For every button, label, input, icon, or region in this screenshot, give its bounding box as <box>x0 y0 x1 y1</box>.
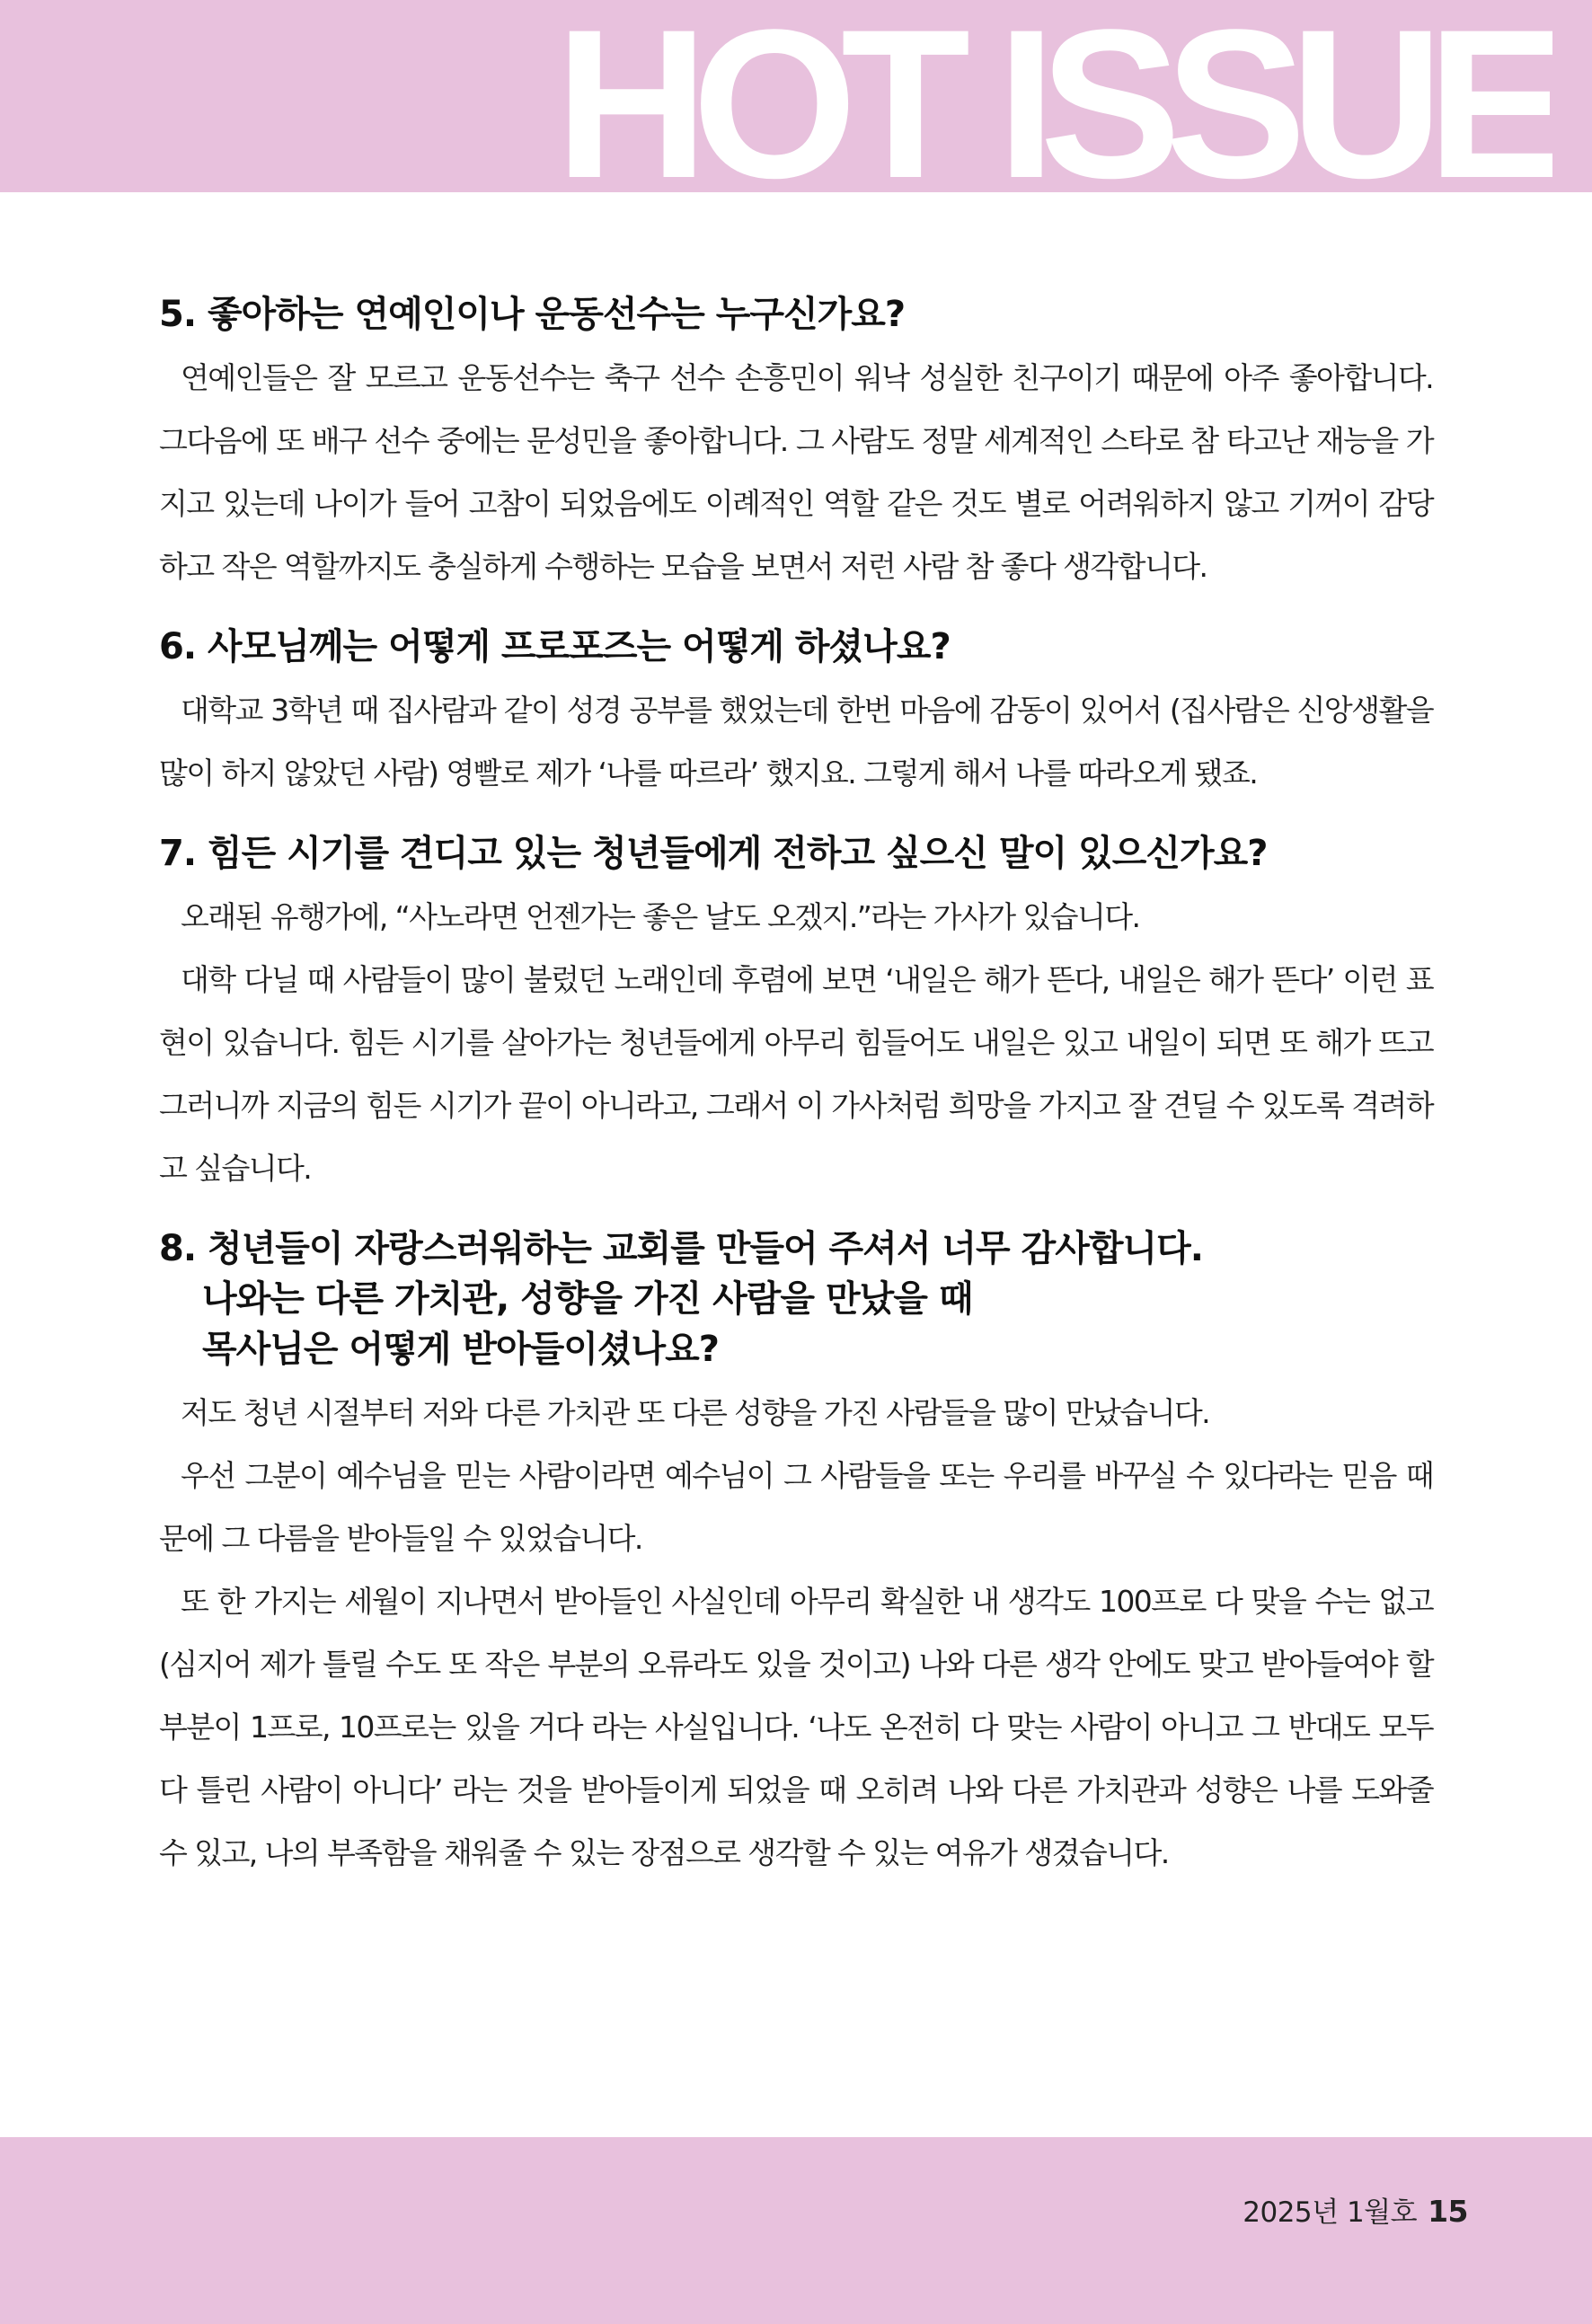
question-heading <box>159 828 1433 879</box>
question-line: 5. 좋아하는 연예인이나 운동선수는 누구신가요? <box>159 294 906 335</box>
article-body <box>159 289 1433 1885</box>
answer-paragraph: 또 한 가지는 세월이 지나면서 받아들인 사실인데 아무리 확실한 내 생각도 100프로 다 맞을 수는 없고 (심지어 제가 틀릴 수도 또 작은 부분의 오류라도 있을 것이고) 나와 다른 생각 안에도 맞고 받아들여야 할 부분이 1프로, 10프로는 있을 거다 라는 사실입니다. ‘나도 온전히 다 맞는 사람이 아니고 그 반대도 모두 다 틀린 사람이 아니다’ 라는 것을 받아들이게 되었을 때 오히려 나와 다른 가치관과 성향은 나를 도와줄 수 있고, 나의 부족함을 채워줄 수 있는 장점으로 생각할 수 있는 여유가 생겼습니다. <box>159 1584 1433 1870</box>
qa-section-7 <box>159 828 1433 1200</box>
answer-paragraph: 우선 그분이 예수님을 믿는 사람이라면 예수님이 그 사람들을 또는 우리를 바꾸실 수 있다라는 믿음 때문에 그 다름을 받아들일 수 있었습니다. <box>159 1458 1433 1556</box>
question-line: 8. 청년들이 자랑스러워하는 교회를 만들어 주셔서 너무 감사합니다. <box>159 1228 1203 1269</box>
question-line: 나와는 다른 가치관, 성향을 가진 사람을 만났을 때 <box>202 1278 973 1320</box>
page-number: 15 <box>1428 2194 1468 2229</box>
answer-paragraph: 대학 다닐 때 사람들이 많이 불렀던 노래인데 후렴에 보면 ‘내일은 해가 뜬다, 내일은 해가 뜬다’ 이런 표현이 있습니다. 힘든 시기를 살아가는 청년들에게 아무리 힘들어도 내일은 있고 내일이 되면 또 해가 뜨고 그러니까 지금의 힘든 시기가 끝이 아니라고, 그래서 이 가사처럼 희망을 가지고 잘 견딜 수 있도록 격려하고 싶습니다. <box>159 962 1433 1186</box>
question-line: 6. 사모님께는 어떻게 프로포즈는 어떻게 하셨나요? <box>159 626 951 667</box>
answer-paragraph: 오래된 유행가에, “사노라면 언젠가는 좋은 날도 오겠지.”라는 가사가 있습니다. <box>181 899 1140 934</box>
answer-paragraph: 연예인들은 잘 모르고 운동선수는 축구 선수 손흥민이 워낙 성실한 친구이기 때문에 아주 좋아합니다. 그다음에 또 배구 선수 중에는 문성민을 좋아합니다. 그 사람도 정말 세계적인 스타로 참 타고난 재능을 가지고 있는데 나이가 들어 고참이 되었음에도 이례적인 역할 같은 것도 별로 어려워하지 않고 기꺼이 감당하고 작은 역할까지도 충실하게 수행하는 모습을 보면서 저런 사람 참 좋다 생각합니다. <box>159 360 1433 584</box>
answer-paragraph: 대학교 3학년 때 집사람과 같이 성경 공부를 했었는데 한번 마음에 감동이 있어서 (집사람은 신앙생활을 많이 하지 않았던 사람) 영빨로 제가 ‘나를 따르라’ 했지요. 그렇게 해서 나를 따라오게 됐죠. <box>159 693 1433 791</box>
section-title: HOT ISSUE <box>555 16 1552 192</box>
footer-band <box>0 2137 1592 2324</box>
header-band <box>0 0 1592 192</box>
question-heading <box>159 622 1433 672</box>
page-footer <box>1243 2189 1468 2230</box>
qa-section-6 <box>159 622 1433 805</box>
question-heading <box>159 289 1433 340</box>
qa-section-5 <box>159 289 1433 598</box>
issue-label: 2025년 1월호 <box>1243 2196 1418 2229</box>
qa-section-8 <box>159 1224 1433 1885</box>
question-heading <box>159 1224 1433 1374</box>
answer-paragraph: 저도 청년 시절부터 저와 다른 가치관 또 다른 성향을 가진 사람들을 많이 만났습니다. <box>181 1395 1210 1430</box>
question-line: 목사님은 어떻게 받아들이셨나요? <box>202 1329 720 1370</box>
question-line: 7. 힘든 시기를 견디고 있는 청년들에게 전하고 싶으신 말이 있으신가요? <box>159 833 1268 874</box>
